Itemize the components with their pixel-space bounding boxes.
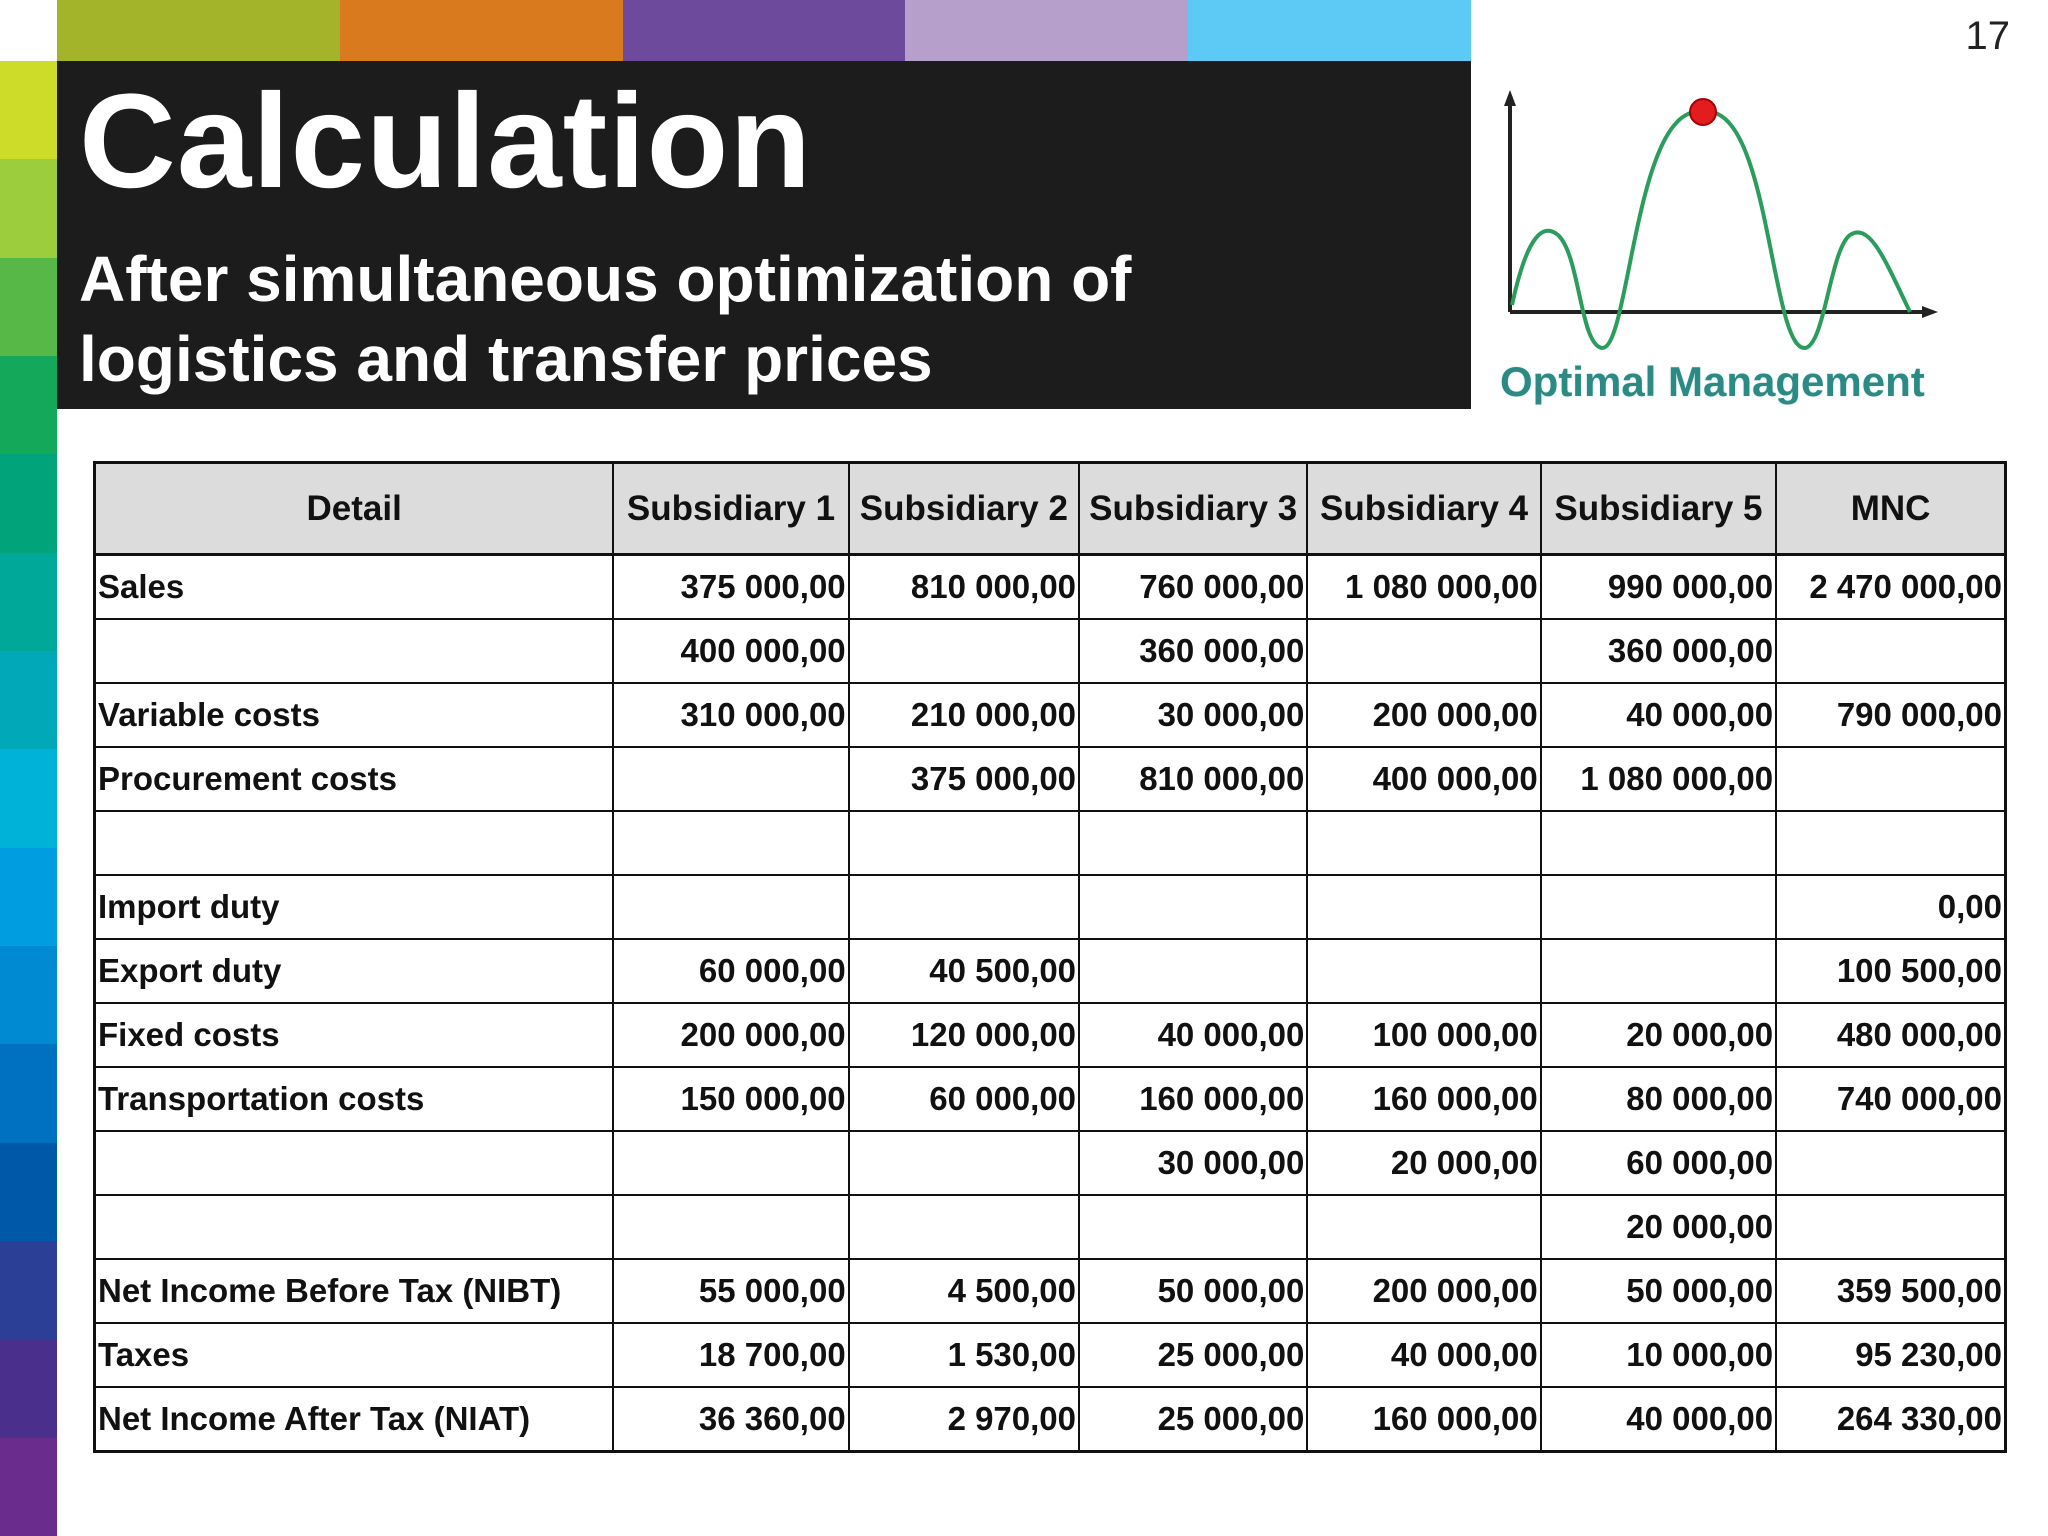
x-axis-arrow: [1922, 306, 1938, 318]
value-cell: 1 530,00: [849, 1323, 1079, 1387]
slide-title: Calculation: [79, 67, 813, 216]
table-row: [95, 1067, 2006, 1131]
value-cell: 360 000,00: [1541, 619, 1776, 683]
value-cell: 120 000,00: [849, 1003, 1079, 1067]
row-label-cell: [95, 619, 614, 683]
table-body: [95, 555, 2006, 1452]
table-row: [95, 875, 2006, 939]
column-header: Subsidiary 5: [1541, 463, 1776, 555]
value-cell: 30 000,00: [1079, 683, 1307, 747]
value-cell: 100 500,00: [1776, 939, 2005, 1003]
left-stripe-segment: [0, 356, 57, 454]
top-band-segment: [57, 0, 340, 61]
table-row: [95, 1387, 2006, 1452]
value-cell: 160 000,00: [1307, 1067, 1540, 1131]
row-label-cell: Fixed costs: [95, 1003, 614, 1067]
row-label-cell: Procurement costs: [95, 747, 614, 811]
top-band-segment: [1188, 0, 1471, 61]
value-cell: [1307, 939, 1540, 1003]
value-cell: 360 000,00: [1079, 619, 1307, 683]
value-cell: 25 000,00: [1079, 1387, 1307, 1452]
value-cell: [1307, 619, 1540, 683]
value-cell: 36 360,00: [613, 1387, 848, 1452]
value-cell: [1776, 747, 2005, 811]
value-cell: [1079, 939, 1307, 1003]
value-cell: 2 970,00: [849, 1387, 1079, 1452]
top-band-segment: [623, 0, 906, 61]
value-cell: 40 500,00: [849, 939, 1079, 1003]
y-axis-arrow: [1504, 90, 1516, 106]
column-header: Subsidiary 4: [1307, 463, 1540, 555]
value-cell: 480 000,00: [1776, 1003, 2005, 1067]
value-cell: 20 000,00: [1307, 1131, 1540, 1195]
table-row: [95, 939, 2006, 1003]
value-cell: [1079, 811, 1307, 875]
table-row: [95, 1259, 2006, 1323]
value-cell: [1079, 1195, 1307, 1259]
value-cell: 50 000,00: [1541, 1259, 1776, 1323]
value-cell: 40 000,00: [1541, 683, 1776, 747]
value-cell: 0,00: [1776, 875, 2005, 939]
value-cell: [613, 811, 848, 875]
value-cell: [849, 875, 1079, 939]
value-cell: 60 000,00: [1541, 1131, 1776, 1195]
row-label-cell: Transportation costs: [95, 1067, 614, 1131]
left-stripe-segment: [0, 1241, 57, 1339]
table-header-row: [95, 463, 2006, 555]
left-stripe-segment: [0, 1339, 57, 1437]
calculation-table: [93, 461, 2007, 1453]
row-label-cell: Net Income After Tax (NIAT): [95, 1387, 614, 1452]
logo-caption: Optimal Management: [1500, 358, 1925, 405]
value-cell: 740 000,00: [1776, 1067, 2005, 1131]
value-cell: [613, 747, 848, 811]
value-cell: 760 000,00: [1079, 555, 1307, 620]
left-stripe-segment: [0, 651, 57, 749]
value-cell: 200 000,00: [1307, 1259, 1540, 1323]
value-cell: 810 000,00: [849, 555, 1079, 620]
value-cell: [1541, 811, 1776, 875]
value-cell: 790 000,00: [1776, 683, 2005, 747]
left-stripe-segment: [0, 749, 57, 847]
value-cell: 400 000,00: [1307, 747, 1540, 811]
value-cell: [613, 1195, 848, 1259]
value-cell: 80 000,00: [1541, 1067, 1776, 1131]
value-cell: 1 080 000,00: [1541, 747, 1776, 811]
value-cell: 200 000,00: [613, 1003, 848, 1067]
left-stripe-segment: [0, 946, 57, 1044]
left-stripe-segment: [0, 454, 57, 552]
value-cell: 40 000,00: [1079, 1003, 1307, 1067]
value-cell: [613, 1131, 848, 1195]
value-cell: 10 000,00: [1541, 1323, 1776, 1387]
value-cell: 359 500,00: [1776, 1259, 2005, 1323]
row-label-cell: Export duty: [95, 939, 614, 1003]
value-cell: [1776, 811, 2005, 875]
row-label-cell: [95, 1195, 614, 1259]
value-cell: 100 000,00: [1307, 1003, 1540, 1067]
value-cell: [613, 875, 848, 939]
value-cell: [1541, 875, 1776, 939]
column-header: Subsidiary 3: [1079, 463, 1307, 555]
value-cell: 375 000,00: [613, 555, 848, 620]
value-cell: [849, 811, 1079, 875]
value-cell: [1307, 875, 1540, 939]
value-cell: 40 000,00: [1307, 1323, 1540, 1387]
column-header: Subsidiary 2: [849, 463, 1079, 555]
table-row: [95, 683, 2006, 747]
row-label-cell: Sales: [95, 555, 614, 620]
value-cell: [849, 1131, 1079, 1195]
value-cell: [1307, 1195, 1540, 1259]
value-cell: [1079, 875, 1307, 939]
row-label-cell: Import duty: [95, 875, 614, 939]
left-color-stripe: [0, 61, 57, 1536]
value-cell: 25 000,00: [1079, 1323, 1307, 1387]
left-stripe-segment: [0, 61, 57, 159]
title-block: [57, 61, 1471, 409]
value-cell: [849, 1195, 1079, 1259]
value-cell: 50 000,00: [1079, 1259, 1307, 1323]
left-stripe-segment: [0, 258, 57, 356]
value-cell: 810 000,00: [1079, 747, 1307, 811]
value-cell: 60 000,00: [849, 1067, 1079, 1131]
value-cell: 310 000,00: [613, 683, 848, 747]
table-row: [95, 1195, 2006, 1259]
top-band-segment: [905, 0, 1188, 61]
page-number: 17: [1965, 14, 2010, 58]
top-color-band: [57, 0, 1471, 61]
top-band-segment: [340, 0, 623, 61]
value-cell: [1541, 939, 1776, 1003]
row-label-cell: Taxes: [95, 1323, 614, 1387]
left-stripe-segment: [0, 159, 57, 257]
left-stripe-segment: [0, 1044, 57, 1142]
column-header: MNC: [1776, 463, 2005, 555]
slide-subtitle: After simultaneous optimization of logistics and transfer prices: [79, 243, 1132, 395]
value-cell: 210 000,00: [849, 683, 1079, 747]
value-cell: [849, 619, 1079, 683]
left-stripe-segment: [0, 553, 57, 651]
value-cell: 4 500,00: [849, 1259, 1079, 1323]
left-stripe-segment: [0, 848, 57, 946]
value-cell: 375 000,00: [849, 747, 1079, 811]
value-cell: 264 330,00: [1776, 1387, 2005, 1452]
table-row: [95, 747, 2006, 811]
row-label-cell: [95, 811, 614, 875]
value-cell: 40 000,00: [1541, 1387, 1776, 1452]
value-cell: [1307, 811, 1540, 875]
value-cell: 160 000,00: [1079, 1067, 1307, 1131]
table-row: [95, 1323, 2006, 1387]
left-stripe-segment: [0, 1438, 57, 1536]
value-cell: [1776, 1195, 2005, 1259]
value-cell: 200 000,00: [1307, 683, 1540, 747]
column-header: Subsidiary 1: [613, 463, 848, 555]
value-cell: 1 080 000,00: [1307, 555, 1540, 620]
row-label-cell: Net Income Before Tax (NIBT): [95, 1259, 614, 1323]
table-row: [95, 555, 2006, 620]
value-cell: [1776, 1131, 2005, 1195]
value-cell: 20 000,00: [1541, 1003, 1776, 1067]
table-row: [95, 811, 2006, 875]
value-cell: 20 000,00: [1541, 1195, 1776, 1259]
table-row: [95, 1131, 2006, 1195]
peak-dot: [1690, 99, 1716, 125]
value-cell: 150 000,00: [613, 1067, 848, 1131]
value-cell: [1776, 619, 2005, 683]
value-cell: 990 000,00: [1541, 555, 1776, 620]
column-header: Detail: [95, 463, 614, 555]
value-cell: 400 000,00: [613, 619, 848, 683]
row-label-cell: [95, 1131, 614, 1195]
value-cell: 160 000,00: [1307, 1387, 1540, 1452]
value-cell: 95 230,00: [1776, 1323, 2005, 1387]
row-label-cell: Variable costs: [95, 683, 614, 747]
value-cell: 30 000,00: [1079, 1131, 1307, 1195]
left-stripe-segment: [0, 1143, 57, 1241]
value-cell: 2 470 000,00: [1776, 555, 2005, 620]
table-row: [95, 1003, 2006, 1067]
value-cell: 60 000,00: [613, 939, 848, 1003]
value-cell: 55 000,00: [613, 1259, 848, 1323]
table-row: [95, 619, 2006, 683]
value-cell: 18 700,00: [613, 1323, 848, 1387]
